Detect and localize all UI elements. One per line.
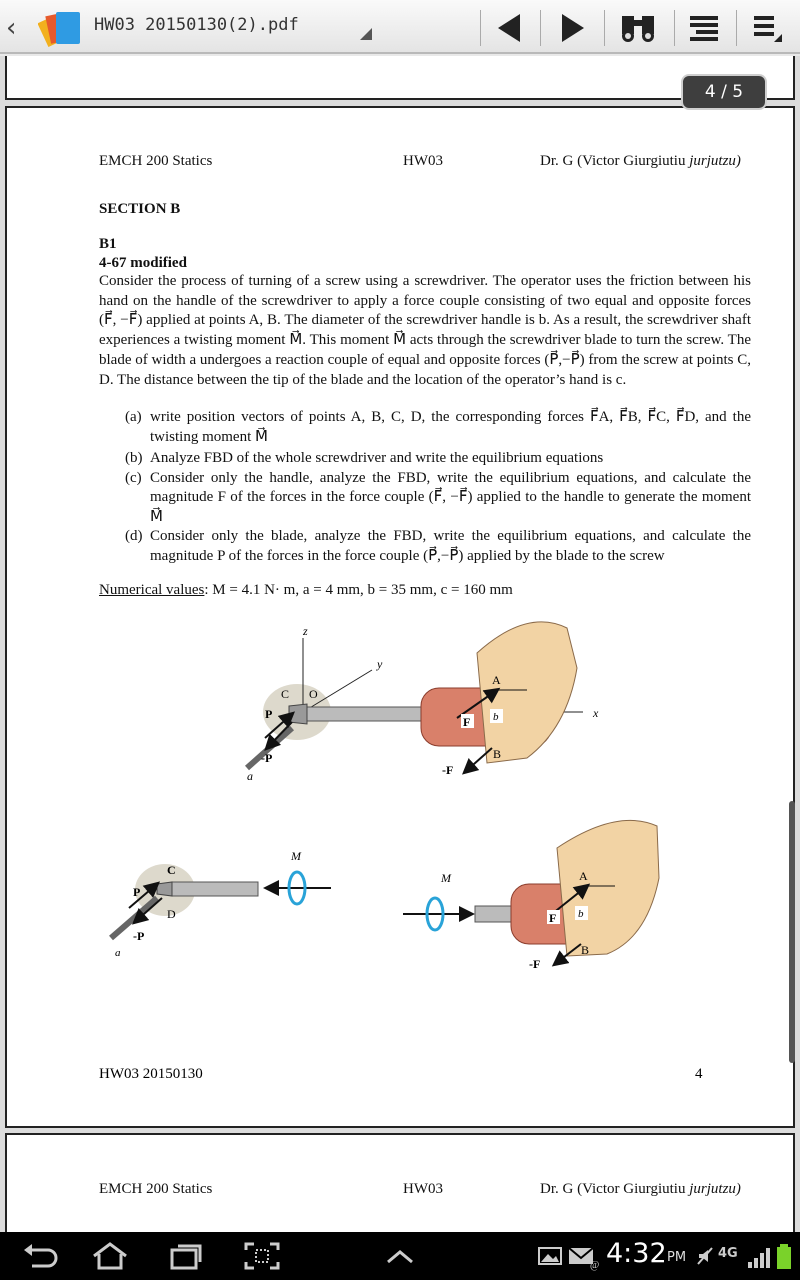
label-o: O — [309, 687, 318, 701]
label-neg-f: -F — [442, 763, 454, 777]
handle-fbd-drawing — [403, 820, 659, 964]
title-dropdown-icon[interactable] — [360, 28, 372, 40]
label-p-fbd: P — [133, 885, 141, 899]
back-icon[interactable] — [20, 1240, 60, 1272]
label-a: a — [247, 769, 253, 783]
list-item: (c) Consider only the handle, analyze the FBD, write the equilibrium equations, and calculate the magnitude F of the forces in the force couple (F⃗, −F⃗) applied to the handle to generate the moment M⃗ — [125, 469, 751, 525]
label-m-blade: M — [291, 849, 301, 863]
vertical-scrollbar[interactable] — [789, 801, 795, 1063]
label-neg-p: -P — [261, 751, 273, 765]
signal-strength-icon — [744, 1240, 774, 1272]
label-p: P — [265, 707, 273, 721]
overflow-menu-icon[interactable] — [746, 8, 790, 48]
label-m-handle: M — [441, 871, 451, 885]
label-b-point-handle: B — [581, 943, 590, 957]
header-left: EMCH 200 Statics — [99, 153, 213, 169]
list-item: (b) Analyze FBD of the whole screwdriver and write the equilibrium equations — [125, 450, 604, 466]
home-icon[interactable] — [90, 1240, 130, 1272]
header-center: HW03 — [403, 153, 443, 169]
header-right: Dr. G (Victor Giurgiutiu jurjutzu) — [540, 153, 741, 169]
next-header-center: HW03 — [403, 1181, 443, 1197]
whole-screwdriver-drawing — [247, 622, 583, 772]
svg-text:@: @ — [590, 1260, 600, 1271]
page-indicator: 4 / 5 — [681, 74, 767, 110]
system-navigation-bar — [0, 1232, 800, 1280]
label-a-point: A — [492, 673, 501, 687]
file-title[interactable]: HW03 20150130(2).pdf — [94, 15, 299, 35]
chevron-up-icon[interactable] — [380, 1240, 420, 1272]
current-page-sheet — [5, 106, 795, 1128]
screenshot-icon[interactable] — [242, 1240, 282, 1272]
label-d-fbd: D — [167, 907, 176, 921]
problem-id: B1 — [99, 236, 117, 252]
next-header-left: EMCH 200 Statics — [99, 1181, 213, 1197]
footer-left: HW03 20150130 — [99, 1066, 203, 1082]
previous-page-sheet — [5, 56, 795, 100]
previous-page-icon[interactable] — [488, 8, 532, 48]
section-title: SECTION B — [99, 201, 181, 217]
divider — [540, 10, 541, 46]
clock-time: 4:32 — [606, 1238, 667, 1269]
network-type: 4G — [718, 1246, 738, 1261]
divider — [736, 10, 737, 46]
clock-ampm: PM — [667, 1250, 687, 1265]
label-f: F — [463, 715, 471, 729]
label-y: y — [377, 657, 383, 671]
document-viewer[interactable] — [0, 56, 800, 1232]
list-item: (a) write position vectors of points A, B, C, D, the corresponding forces F⃗A, F⃗B, F⃗C, F⃗D, and the twisting moment M⃗ — [125, 409, 751, 445]
divider — [604, 10, 605, 46]
list-item: (d) Consider only the blade, analyze the FBD, write the equilibrium equations, and calculate the magnitude P of the forces in the force couple (P⃗,−P⃗) applied by the blade to the screw — [125, 528, 751, 564]
label-c-fbd: C — [167, 863, 176, 877]
divider — [674, 10, 675, 46]
outline-list-icon[interactable] — [682, 8, 726, 48]
label-b: b — [493, 711, 499, 723]
screwdriver-figure — [7, 108, 793, 1126]
footer-page-number: 4 — [695, 1066, 703, 1082]
label-a-handle: A — [579, 869, 588, 883]
label-x: x — [593, 706, 599, 720]
app-logo-icon[interactable] — [38, 8, 86, 48]
app-toolbar — [0, 0, 800, 54]
blade-fbd-drawing — [111, 864, 331, 938]
label-neg-p-fbd: -P — [133, 929, 145, 943]
mute-icon — [696, 1240, 716, 1272]
divider — [480, 10, 481, 46]
next-page-sheet — [5, 1133, 795, 1232]
problem-paragraph: Consider the process of turning of a screw using a screwdriver. The operator uses the friction between his hand on the handle of the screwdriver to apply a force couple consisting of two equal and opposite forces (F⃗, −F⃗) applied at points A, B. The diameter of the screwdriver handle is b. As a result, the screwdriver shaft experiences a twisting moment M⃗. This moment M⃗ acts through the screwdriver blade to turn the screw. The blade of width a undergoes a reaction couple of equal and opposite forces (P⃗,−P⃗) from the screw at points C, D. The distance between the tip of the blade and the location of the operator’s hand is c. — [99, 273, 751, 388]
next-page-icon[interactable] — [550, 8, 594, 48]
label-b-handle: b — [578, 908, 584, 920]
problem-subtitle: 4-67 modified — [99, 255, 187, 271]
numerical-values: Numerical values: M = 4.1 N· m, a = 4 mm, b = 35 mm, c = 160 mm — [99, 582, 513, 598]
label-neg-f-handle: -F — [529, 957, 541, 971]
label-a-fbd: a — [115, 947, 121, 959]
email-notification-icon — [566, 1240, 600, 1272]
search-binoculars-icon[interactable] — [616, 8, 660, 48]
next-header-right: Dr. G (Victor Giurgiutiu jurjutzu) — [540, 1181, 741, 1197]
back-arrow-icon[interactable]: ‹ — [6, 13, 17, 43]
recent-apps-icon[interactable] — [166, 1240, 206, 1272]
gallery-notification-icon — [536, 1240, 564, 1272]
battery-icon — [774, 1240, 794, 1272]
label-z: z — [303, 624, 308, 638]
label-f-handle: F — [549, 911, 557, 925]
label-c: C — [281, 687, 290, 701]
label-b-point: B — [493, 747, 502, 761]
